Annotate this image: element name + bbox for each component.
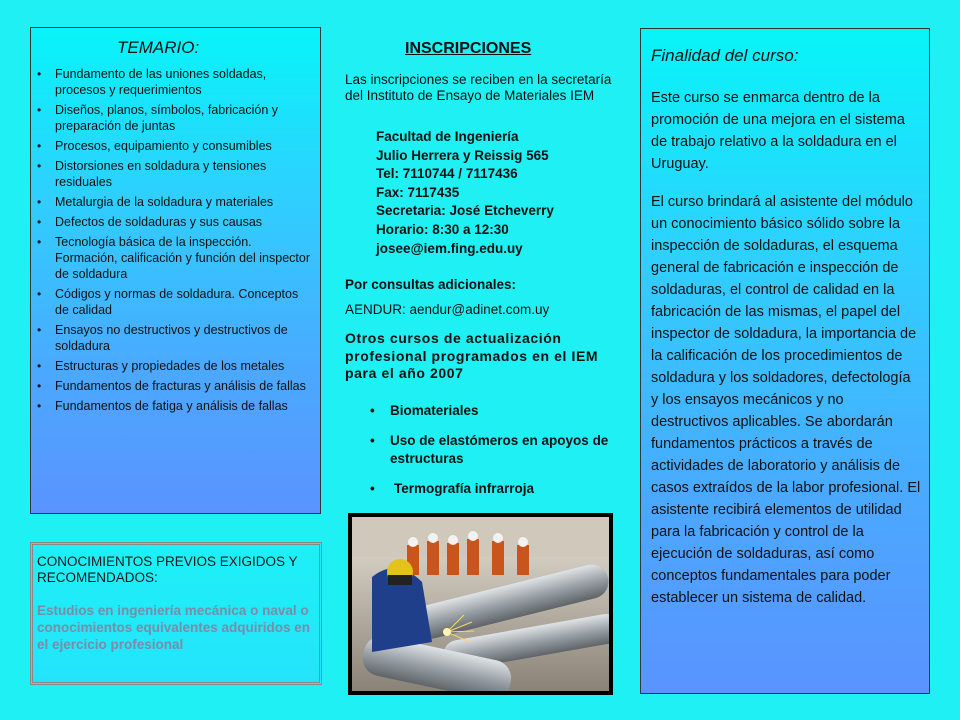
contact-line: Secretaria: José Etcheverry [376,203,554,219]
list-item: • Fundamento de las uniones soldadas, procesos y requerimientos [35,66,311,98]
finalidad-paragraph-2: El curso brindará al asistente del módulo un conocimiento básico sólido sobre la inspección de soldaduras, el esquema general de fabricación e inspección de soldaduras, el control de calidad en la fabricación de las mismas, el papel del inspector de soldadura, la importancia de la calificación de los procedimientos de soldadura y los soldadores, defectología y los ensayos mecánicos y no destructivos aplicables. Se abordarán fundamentos prácticos a través de actividades de laboratorio y análisis de casos extraídos de la labor profesional. El asistente recibirá elementos de utilidad para la fabricación y control de la ejecución de soldaduras, así como conceptos fundamentales para poder establecer un sistema de calidad. [651,194,921,606]
list-item: • Ensayos no destructivos y destructivos de soldadura [35,322,311,354]
list-item: • Procesos, equipamiento y consumibles [35,138,311,154]
contact-block [376,128,626,258]
list-item: • Fundamentos de fracturas y análisis de fallas [35,378,311,394]
list-item: • Códigos y normas de soldadura. Conceptos de calidad [35,286,311,318]
list-item: • Defectos de soldaduras y sus causas [35,214,311,230]
email-link[interactable]: josee@iem.fing.edu.uy [376,240,523,256]
photo-illustration [352,517,609,691]
consultas-title: Por consultas adicionales: [345,277,517,292]
contact-line: Fax: 7117435 [376,184,460,200]
list-item: • Diseños, planos, símbolos, fabricación y preparación de juntas [35,102,311,134]
inscripciones-title: INSCRIPCIONES [405,40,532,57]
list-item: • Tecnología básica de la inspección. Formación, calificación y función del inspector de soldadura [35,234,311,282]
conocimientos-body: Estudios en ingeniería mecánica o naval o conocimientos equivalentes adquiridos en el ejercicio profesional [37,603,311,652]
temario-panel [30,27,321,514]
list-item: • Fundamentos de fatiga y análisis de fallas [35,398,311,414]
list-item: • Distorsiones en soldadura y tensiones residuales [35,158,311,190]
welder-inspection-photo [348,513,613,695]
finalidad-panel [640,28,930,694]
inscripciones-intro: Las inscripciones se reciben en la secretaría del Instituto de Ensayo de Materiales IEM [345,72,612,103]
list-item: • Biomateriales [370,402,620,420]
list-item: • Estructuras y propiedades de los metales [35,358,311,374]
finalidad-title: Finalidad del curso: [651,46,799,65]
conocimientos-title: CONOCIMIENTOS PREVIOS EXIGIDOS Y RECOMENDADOS: [37,554,298,585]
temario-list [35,66,311,418]
temario-title: TEMARIO: [117,38,200,57]
list-item: • Metalurgia de la soldadura y materiales [35,194,311,210]
contact-line: Facultad de Ingeniería [376,129,519,144]
contact-line: Horario: 8:30 a 12:30 [376,221,509,237]
contact-line: Tel: 7110744 / 7117436 [376,166,518,182]
finalidad-paragraph-1: Este curso se enmarca dentro de la promoción de una mejora en el sistema de trabajo relativo a la soldadura en el Uruguay. [651,90,905,172]
consultas-text: AENDUR: aendur@adinet.com.uy [345,302,550,317]
conocimientos-panel [30,542,322,685]
otros-cursos-list [370,402,620,510]
list-item: • Termografía infrarroja [370,480,620,498]
otros-cursos-title: Otros cursos de actualización profesional programados en el IEM para el año 2007 [345,330,599,381]
contact-line: Julio Herrera y Reissig 565 [376,147,549,163]
list-item: • Uso de elastómeros en apoyos de estructuras [370,432,620,468]
